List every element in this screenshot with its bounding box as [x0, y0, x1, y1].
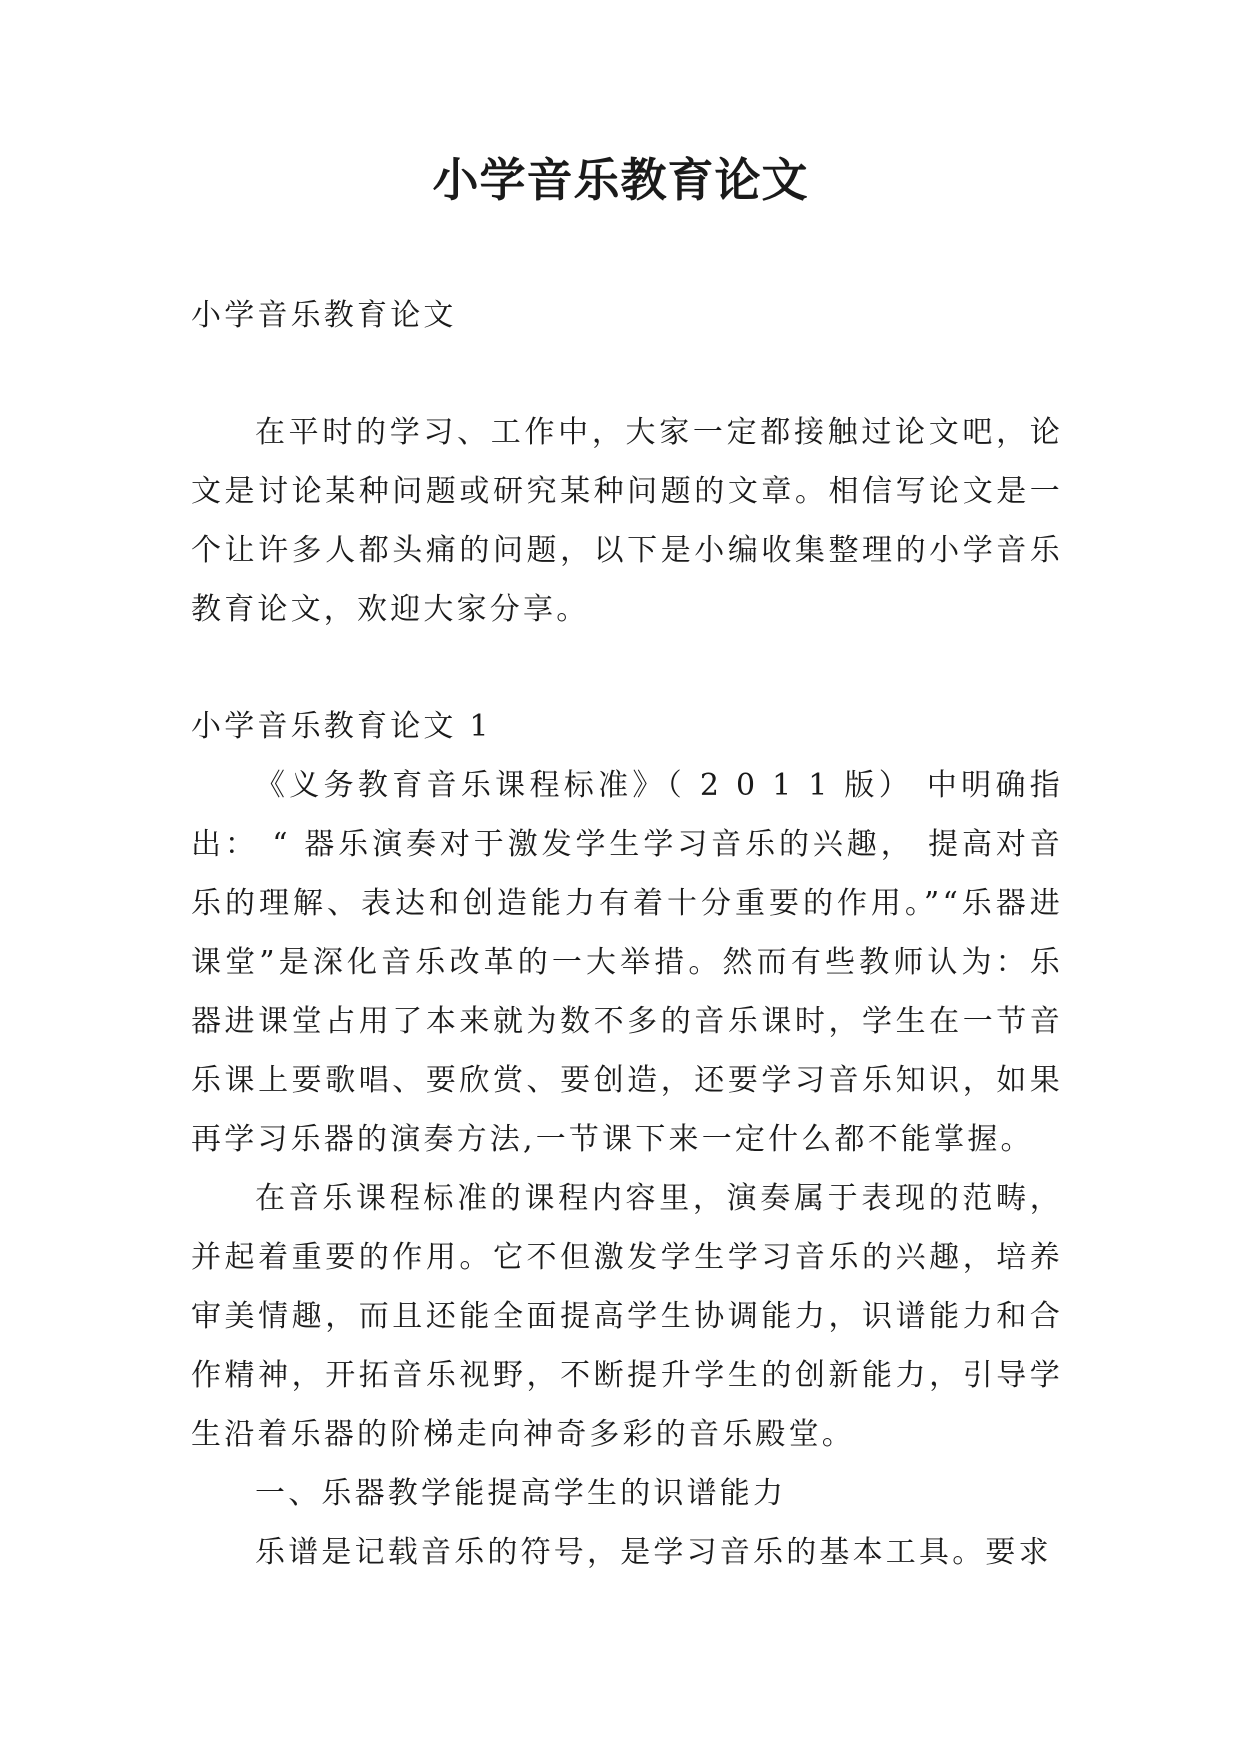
document-subtitle: 小学音乐教育论文	[191, 298, 457, 333]
body-paragraph: 在音乐课程标准的课程内容里，演奏属于表现的范畴，并起着重要的作用。它不但激发学生学习音乐的兴趣，培养审美情趣，而且还能全面提高学生协调能力，识谱能力和合作精神，开拓音乐视野，不断提升学生的创新能力，引导学生沿着乐器的阶梯走向神奇多彩的音乐殿堂。	[191, 1181, 1063, 1452]
subsection-heading: 一、乐器教学能提高学生的识谱能力	[255, 1476, 787, 1511]
section-heading: 小学音乐教育论文 1	[191, 709, 492, 744]
document-body	[191, 286, 1063, 1582]
body-paragraph: 乐谱是记载音乐的符号，是学习音乐的基本工具。要求	[255, 1535, 1052, 1570]
intro-paragraph: 在平时的学习、工作中，大家一定都接触过论文吧，论文是讨论某种问题或研究某种问题的文章。相信写论文是一个让许多人都头痛的问题，以下是小编收集整理的小学音乐教育论文，欢迎大家分享。	[191, 415, 1063, 627]
document-title: 小学音乐教育论文	[432, 153, 809, 207]
body-paragraph: 《义务教育音乐课程标准》（ 2 0 1 1 版） 中明确指出： “ 器乐演奏对于激发学生学习音乐的兴趣， 提高对音乐的理解、表达和创造能力有着十分重要的作用。”“乐器进课堂”是深化音乐改革的一大举措。然而有些教师认为：乐器进课堂占用了本来就为数不多的音乐课时，学生在一节音乐课上要歌唱、要欣赏、要创造，还要学习音乐知识，如果再学习乐器的演奏方法,一节课下来一定什么都不能掌握。	[191, 768, 1063, 1157]
spacer	[191, 639, 1063, 697]
spacer	[191, 345, 1063, 403]
